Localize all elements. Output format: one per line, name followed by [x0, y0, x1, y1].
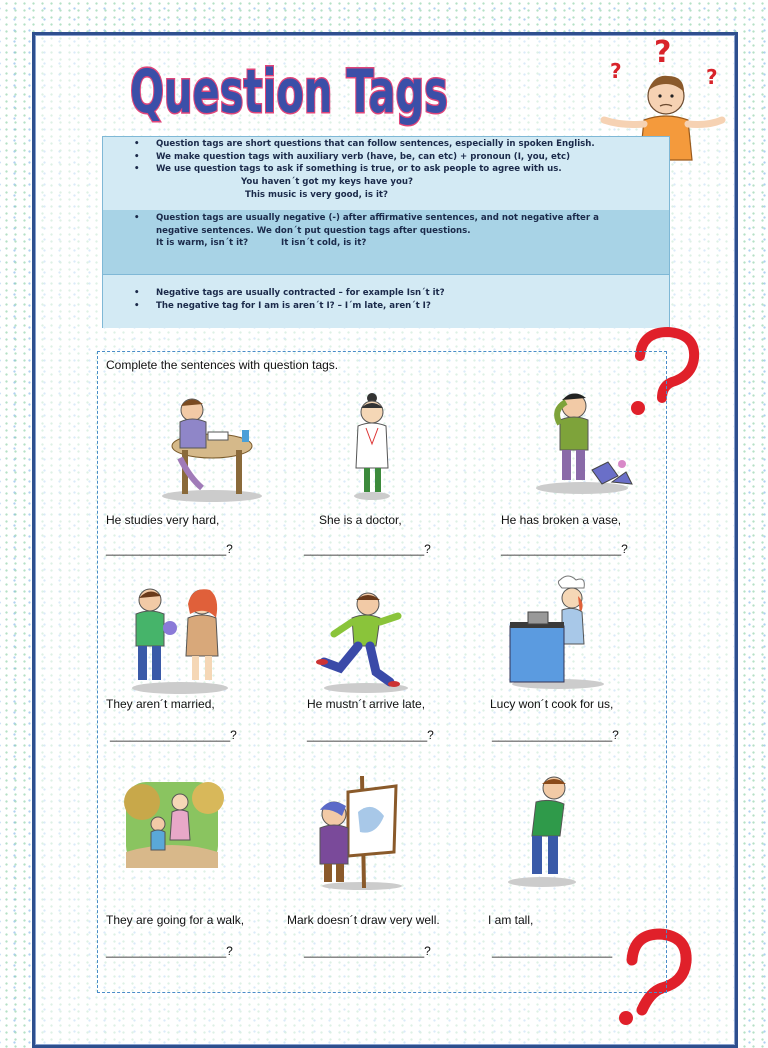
rules-band-1 — [103, 137, 669, 210]
exercise-sentence: Lucy won´t cook for us, — [490, 697, 614, 711]
rule-item: • Question tags are usually negative (-) after affirmative sentences, and not negative after a negative sentences. We don´t put question tags after questions. — [156, 212, 629, 237]
title-text: Question Tags — [130, 57, 448, 127]
girl-cooking-illustration — [502, 574, 622, 692]
rules-band-2 — [103, 210, 669, 274]
svg-text:?: ? — [706, 65, 718, 89]
rule-item: • The negative tag for I am is aren´t I? – I´m late, aren´t I? — [156, 300, 669, 313]
rule-example: It isn´t cold, is it? — [281, 238, 367, 248]
answer-blank[interactable]: __________________? — [304, 944, 431, 958]
rule-item: • We use question tags to ask if something is true, or to ask people to agree with us. — [156, 163, 669, 176]
boy-broken-vase-illustration — [522, 384, 642, 502]
answer-blank[interactable]: __________________? — [501, 542, 628, 556]
rules-band-3 — [103, 274, 669, 328]
answer-blank[interactable]: __________________? — [492, 728, 619, 742]
family-walk-illustration — [122, 772, 242, 890]
rule-example: You haven´t got my keys have you? — [241, 177, 413, 187]
exercise-sentence: She is a doctor, — [319, 513, 402, 527]
exercise-instruction: Complete the sentences with question tags. — [106, 358, 339, 372]
couple-illustration — [120, 584, 240, 702]
exercise-sentence: He mustn´t arrive late, — [307, 697, 426, 711]
rules-box — [102, 136, 670, 328]
exercise-box — [97, 351, 667, 993]
exercise-sentence: They are going for a walk, — [106, 913, 245, 927]
answer-blank[interactable]: __________________? — [304, 542, 431, 556]
rule-example: It is warm, isn´t it? — [156, 238, 249, 248]
tall-boy-illustration — [502, 772, 622, 890]
exercise-sentence: He studies very hard, — [106, 513, 220, 527]
svg-text:?: ? — [654, 35, 672, 70]
svg-text:?: ? — [610, 59, 622, 83]
answer-blank[interactable]: __________________? — [110, 728, 237, 742]
doctor-woman-illustration — [330, 384, 450, 502]
answer-blank[interactable]: __________________? — [307, 728, 434, 742]
boy-painting-illustration — [308, 772, 428, 890]
answer-blank[interactable]: __________________? — [106, 944, 233, 958]
exercise-sentence: Mark doesn´t draw very well. — [287, 913, 440, 927]
boy-studying-illustration — [150, 388, 270, 506]
rule-item: • Question tags are short questions that can follow sentences, especially in spoken English. — [156, 138, 669, 151]
rule-item: • Negative tags are usually contracted – for example Isn´t it? — [156, 287, 669, 300]
exercise-sentence: They aren´t married, — [106, 697, 215, 711]
running-man-illustration — [310, 588, 430, 706]
exercise-sentence: He has broken a vase, — [501, 513, 622, 527]
rule-example: This music is very good, is it? — [245, 190, 389, 200]
answer-blank[interactable]: __________________ — [492, 944, 613, 958]
exercise-sentence: I am tall, — [488, 913, 534, 927]
page-title — [126, 46, 456, 136]
answer-blank[interactable]: __________________? — [106, 542, 233, 556]
rule-item: • We make question tags with auxiliary verb (have, be, can etc) + pronoun (I, you, etc) — [156, 151, 669, 164]
